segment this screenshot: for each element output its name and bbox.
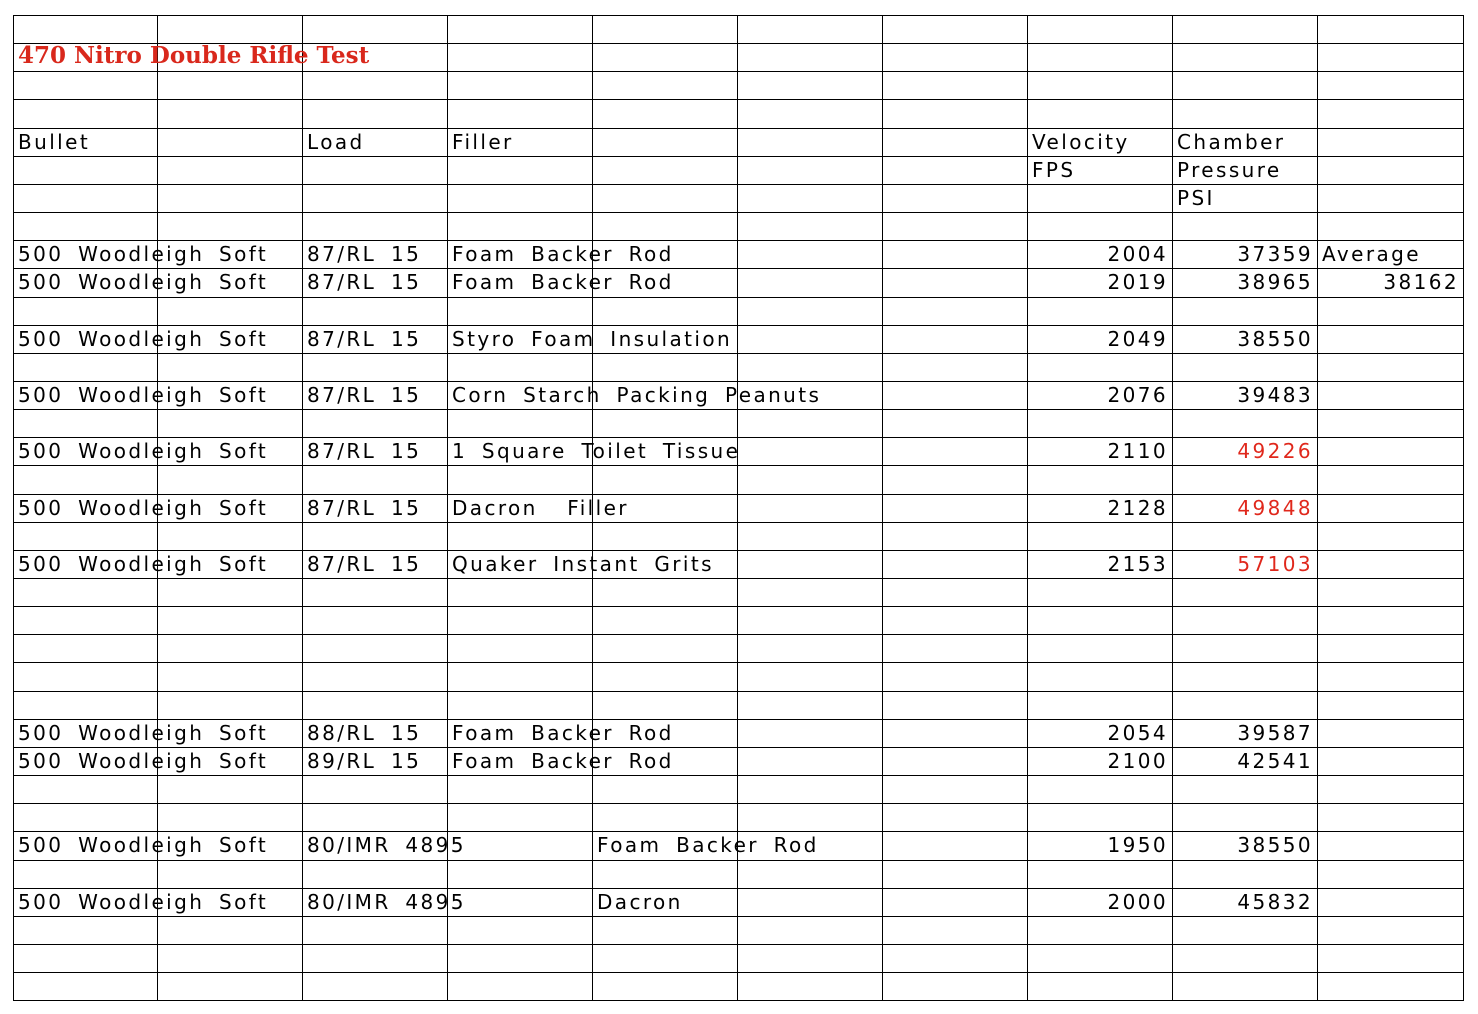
cell-load: 89/RL 15 [307, 749, 422, 773]
grid-row-line [13, 184, 1464, 185]
grid-row-line [13, 99, 1464, 100]
cell-filler: Dacron [597, 890, 683, 914]
cell-pressure: 37359 [1237, 242, 1313, 266]
cell-velocity: 2004 [1107, 242, 1168, 266]
cell-filler: Styro Foam Insulation [452, 327, 733, 351]
cell-velocity: 2000 [1107, 890, 1168, 914]
cell-load: 87/RL 15 [307, 327, 422, 351]
grid-col-line [882, 15, 883, 1000]
grid-col-line [302, 15, 303, 1000]
cell-pressure: 39483 [1237, 383, 1313, 407]
grid-row-line [13, 212, 1464, 213]
cell-load: 87/RL 15 [307, 270, 422, 294]
cell-bullet: 500 Woodleigh Soft [18, 552, 269, 576]
header-pressure: Chamber [1177, 130, 1286, 154]
cell-load: 80/IMR 4895 [307, 890, 466, 914]
cell-filler: Dacron Filler [452, 496, 629, 520]
grid-row-line [13, 916, 1464, 917]
header-load: Load [307, 130, 365, 154]
cell-bullet: 500 Woodleigh Soft [18, 749, 269, 773]
grid-row-line [13, 944, 1464, 945]
cell-filler: Quaker Instant Grits [452, 552, 714, 576]
grid-row-line [13, 691, 1464, 692]
cell-load: 87/RL 15 [307, 383, 422, 407]
cell-velocity: 2076 [1107, 383, 1168, 407]
cell-load: 87/RL 15 [307, 552, 422, 576]
cell-bullet: 500 Woodleigh Soft [18, 890, 269, 914]
header-pressure: PSI [1177, 186, 1215, 210]
cell-average-label: Average [1322, 242, 1421, 266]
cell-average-value: 38162 [1383, 270, 1459, 294]
header-velocity: Velocity [1032, 130, 1130, 154]
cell-velocity: 2100 [1107, 749, 1168, 773]
grid-row-line [13, 297, 1464, 298]
cell-velocity: 2110 [1107, 439, 1168, 463]
cell-velocity: 2153 [1107, 552, 1168, 576]
grid-row-line [13, 803, 1464, 804]
cell-velocity: 2019 [1107, 270, 1168, 294]
cell-load: 87/RL 15 [307, 242, 422, 266]
header-pressure: Pressure [1177, 158, 1282, 182]
grid-row-line [13, 606, 1464, 607]
cell-bullet: 500 Woodleigh Soft [18, 833, 269, 857]
cell-filler: Foam Backer Rod [452, 242, 674, 266]
grid-col-line [1172, 15, 1173, 1000]
cell-filler: 1 Square Toilet Tissue [452, 439, 741, 463]
grid-row-line [13, 409, 1464, 410]
grid-row-line [13, 71, 1464, 72]
cell-filler: Foam Backer Rod [452, 721, 674, 745]
cell-bullet: 500 Woodleigh Soft [18, 721, 269, 745]
grid-row-line [13, 634, 1464, 635]
cell-load: 80/IMR 4895 [307, 833, 466, 857]
grid-col-line [1317, 15, 1318, 1000]
header-bullet: Bullet [18, 130, 91, 154]
cell-pressure: 38550 [1237, 833, 1313, 857]
header-velocity: FPS [1032, 158, 1076, 182]
grid-row-line [13, 1000, 1464, 1001]
grid-row-line [13, 15, 1464, 16]
cell-load: 88/RL 15 [307, 721, 422, 745]
cell-load: 87/RL 15 [307, 496, 422, 520]
cell-pressure: 45832 [1237, 890, 1313, 914]
grid-row-line [13, 465, 1464, 466]
cell-filler: Foam Backer Rod [452, 270, 674, 294]
grid-col-line [1027, 15, 1028, 1000]
cell-velocity: 2128 [1107, 496, 1168, 520]
cell-velocity: 2054 [1107, 721, 1168, 745]
cell-pressure: 38550 [1237, 327, 1313, 351]
cell-bullet: 500 Woodleigh Soft [18, 496, 269, 520]
grid-row-line [13, 860, 1464, 861]
cell-pressure: 57103 [1237, 552, 1313, 576]
cell-filler: Foam Backer Rod [452, 749, 674, 773]
cell-velocity: 1950 [1107, 833, 1168, 857]
cell-pressure: 42541 [1237, 749, 1313, 773]
grid-row-line [13, 662, 1464, 663]
cell-bullet: 500 Woodleigh Soft [18, 242, 269, 266]
header-filler: Filler [452, 130, 514, 154]
grid-row-line [13, 353, 1464, 354]
cell-bullet: 500 Woodleigh Soft [18, 439, 269, 463]
cell-pressure: 49226 [1237, 439, 1313, 463]
cell-pressure: 39587 [1237, 721, 1313, 745]
grid-row-line [13, 972, 1464, 973]
cell-filler: Corn Starch Packing Peanuts [452, 383, 822, 407]
sheet-title: 470 Nitro Double Rifle Test [18, 42, 370, 69]
grid-row-line [13, 578, 1464, 579]
cell-pressure: 38965 [1237, 270, 1313, 294]
grid-col-line [13, 15, 14, 1000]
grid-col-line [1463, 15, 1464, 1000]
cell-bullet: 500 Woodleigh Soft [18, 383, 269, 407]
cell-velocity: 2049 [1107, 327, 1168, 351]
grid-row-line [13, 775, 1464, 776]
cell-bullet: 500 Woodleigh Soft [18, 327, 269, 351]
cell-filler: Foam Backer Rod [597, 833, 819, 857]
cell-bullet: 500 Woodleigh Soft [18, 270, 269, 294]
cell-load: 87/RL 15 [307, 439, 422, 463]
grid-row-line [13, 522, 1464, 523]
cell-pressure: 49848 [1237, 496, 1313, 520]
